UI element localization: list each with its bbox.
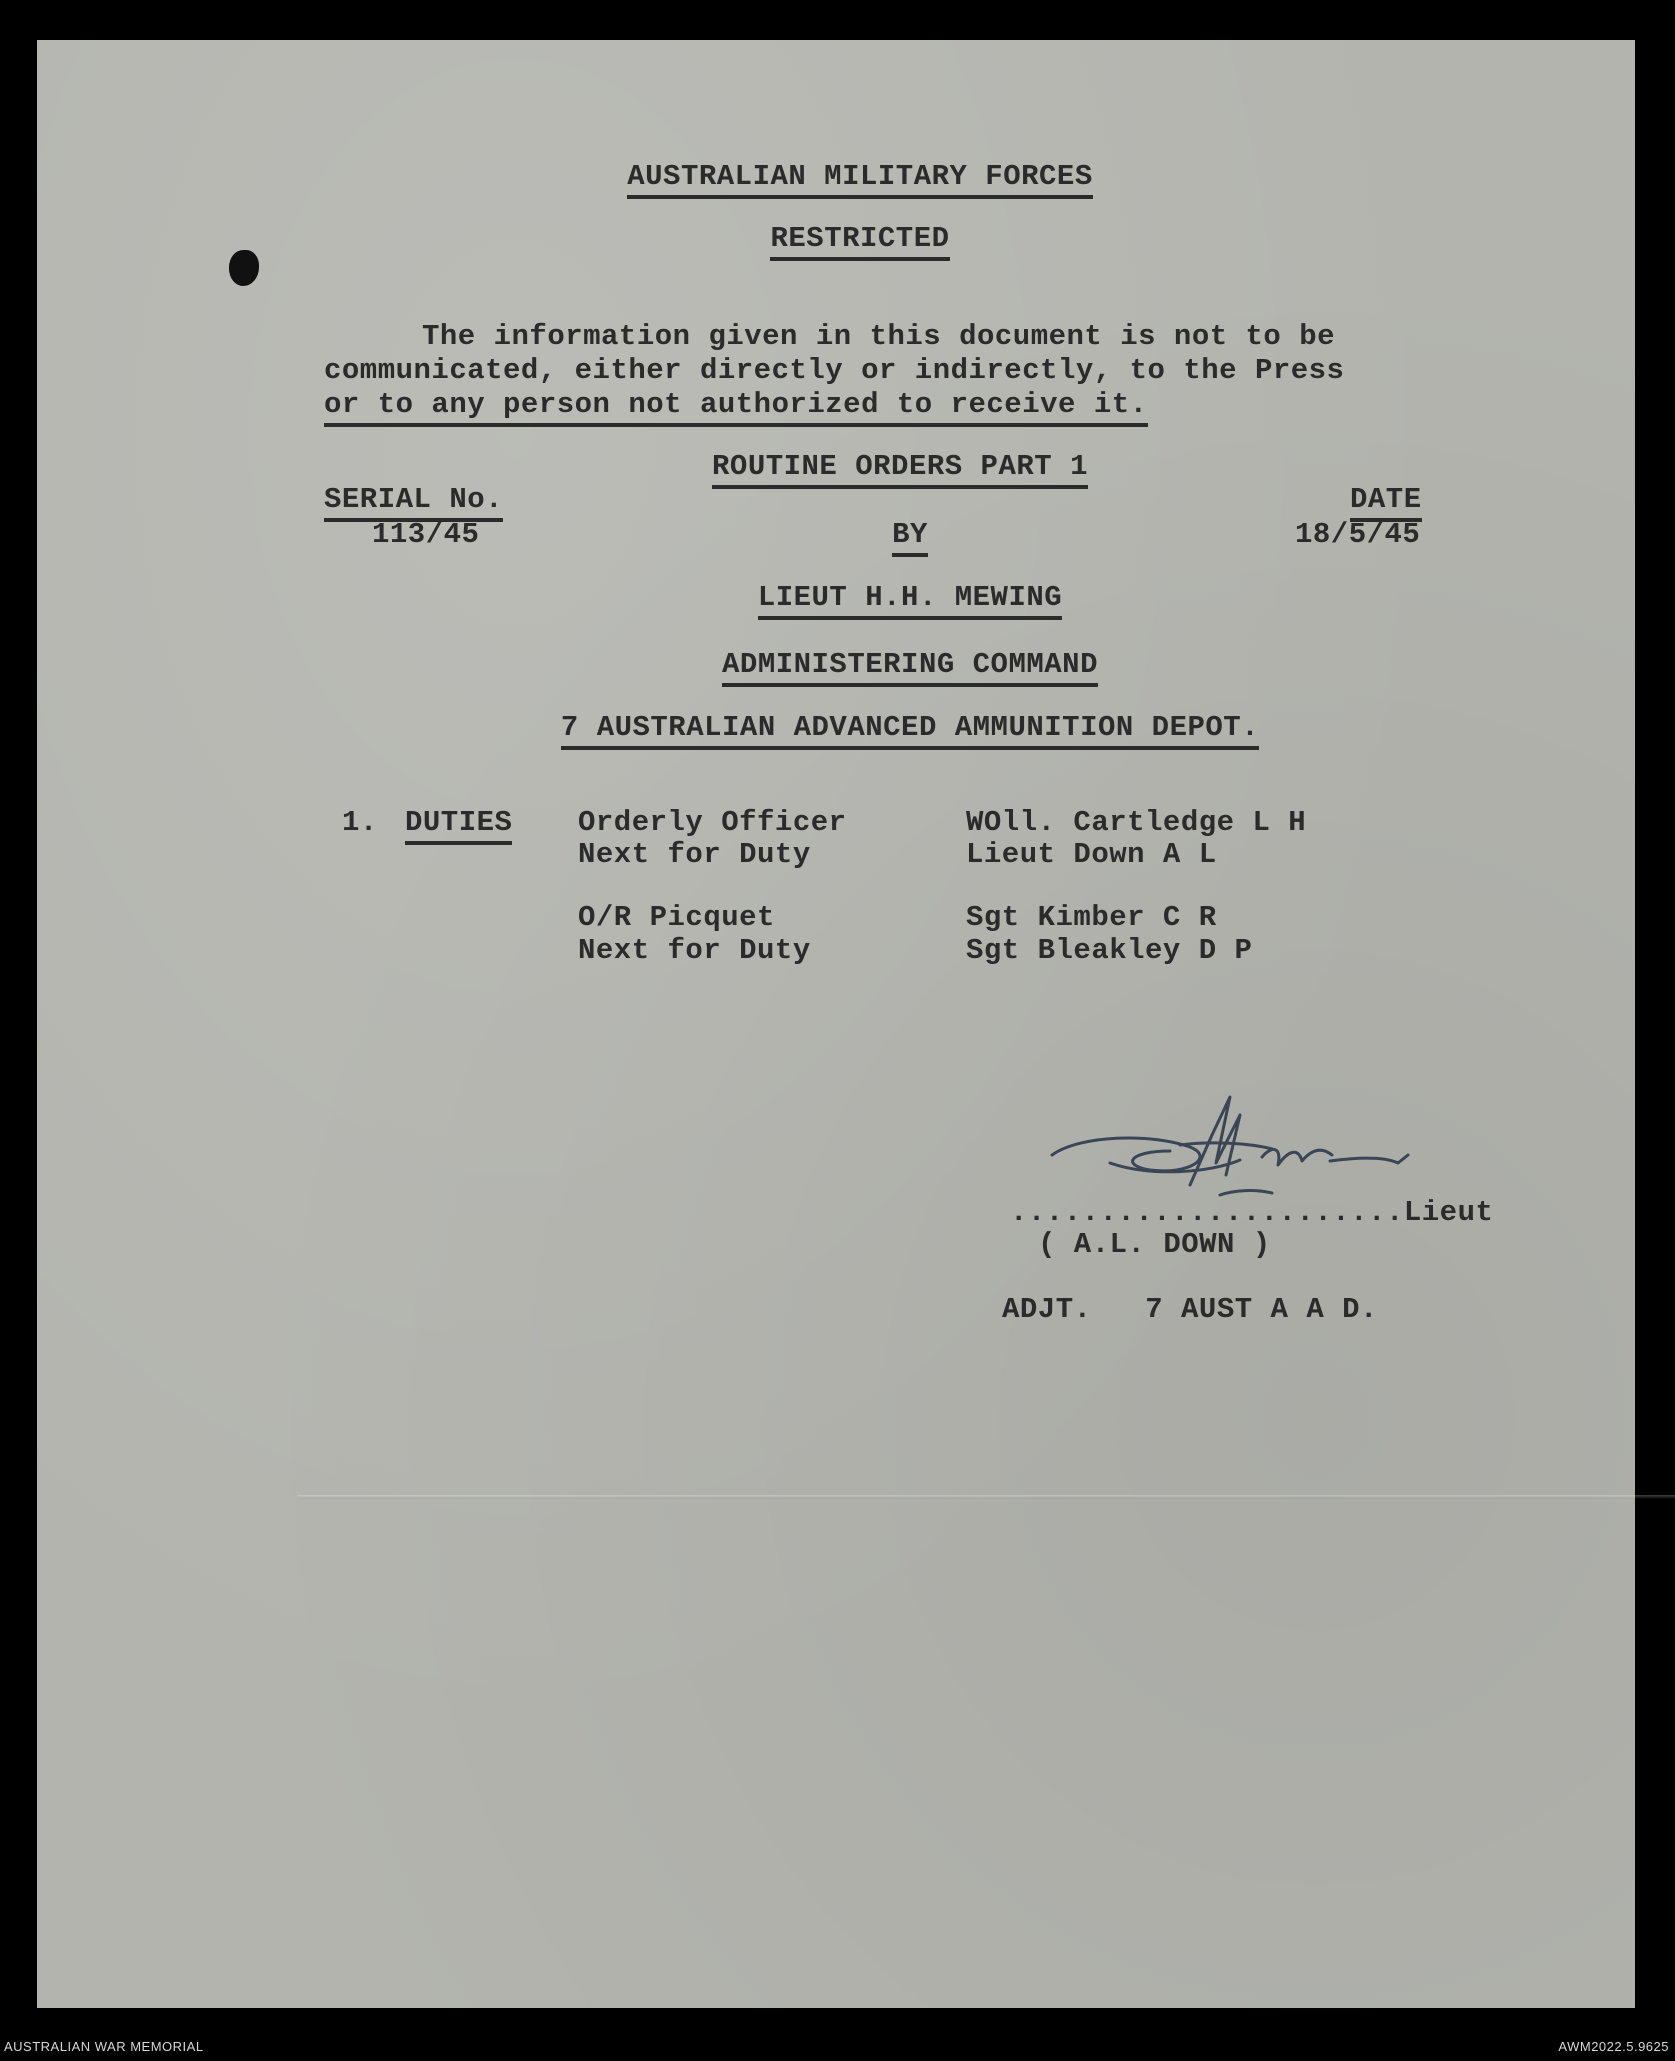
- duty-name: Sgt Kimber C R: [966, 901, 1217, 934]
- by-label-text: BY: [892, 518, 928, 557]
- duty-name: WOll. Cartledge L H: [966, 806, 1307, 839]
- officer-role: [680, 650, 1140, 679]
- duties-heading: [405, 808, 512, 837]
- officer-name: [700, 583, 1120, 612]
- footer-accession: AWM2022.5.9625: [1558, 2039, 1669, 2054]
- serial-value: 113/45: [372, 518, 480, 551]
- duties-number: 1.: [342, 806, 378, 839]
- orders-title: [660, 452, 1140, 481]
- classification-text: RESTRICTED: [770, 222, 949, 261]
- serial-label: [324, 485, 503, 514]
- notice-line-3: [324, 390, 1148, 419]
- duty-role: Next for Duty: [578, 934, 811, 967]
- signatory-title: ADJT. 7 AUST A A D.: [1002, 1293, 1378, 1326]
- forces-heading: [560, 162, 1160, 191]
- date-value: 18/5/45: [1295, 518, 1421, 551]
- duty-role: Next for Duty: [578, 838, 811, 871]
- officer-name-text: LIEUT H.H. MEWING: [758, 581, 1062, 620]
- duty-role: Orderly Officer: [578, 806, 847, 839]
- notice-line-2: communicated, either directly or indirectly, to the Press: [324, 354, 1345, 387]
- duty-name: Lieut Down A L: [966, 838, 1217, 871]
- unit-name-text: 7 AUSTRALIAN ADVANCED AMMUNITION DEPOT.: [561, 711, 1259, 750]
- orders-title-text: ROUTINE ORDERS PART 1: [712, 450, 1088, 489]
- fold-line: [297, 1495, 1675, 1499]
- by-label: [850, 520, 970, 549]
- duties-heading-text: DUTIES: [405, 806, 512, 845]
- footer-credit: AUSTRALIAN WAR MEMORIAL: [4, 2039, 204, 2054]
- duty-role: O/R Picquet: [578, 901, 775, 934]
- duty-name: Sgt Bleakley D P: [966, 934, 1253, 967]
- date-label: [1350, 485, 1422, 514]
- classification-heading: [760, 224, 960, 253]
- signatory-name: ( A.L. DOWN ): [1038, 1228, 1271, 1261]
- notice-line-3-text: or to any person not authorized to receive it.: [324, 388, 1148, 427]
- unit-name: [520, 713, 1300, 742]
- punch-hole: [229, 250, 259, 286]
- forces-heading-text: AUSTRALIAN MILITARY FORCES: [627, 160, 1092, 199]
- notice-line-1: The information given in this document is not to be: [422, 320, 1336, 353]
- signature-line: ......................Lieut: [1010, 1196, 1494, 1229]
- date-label-text: DATE: [1350, 483, 1422, 522]
- serial-label-text: SERIAL No.: [324, 483, 503, 522]
- officer-role-text: ADMINISTERING COMMAND: [722, 648, 1098, 687]
